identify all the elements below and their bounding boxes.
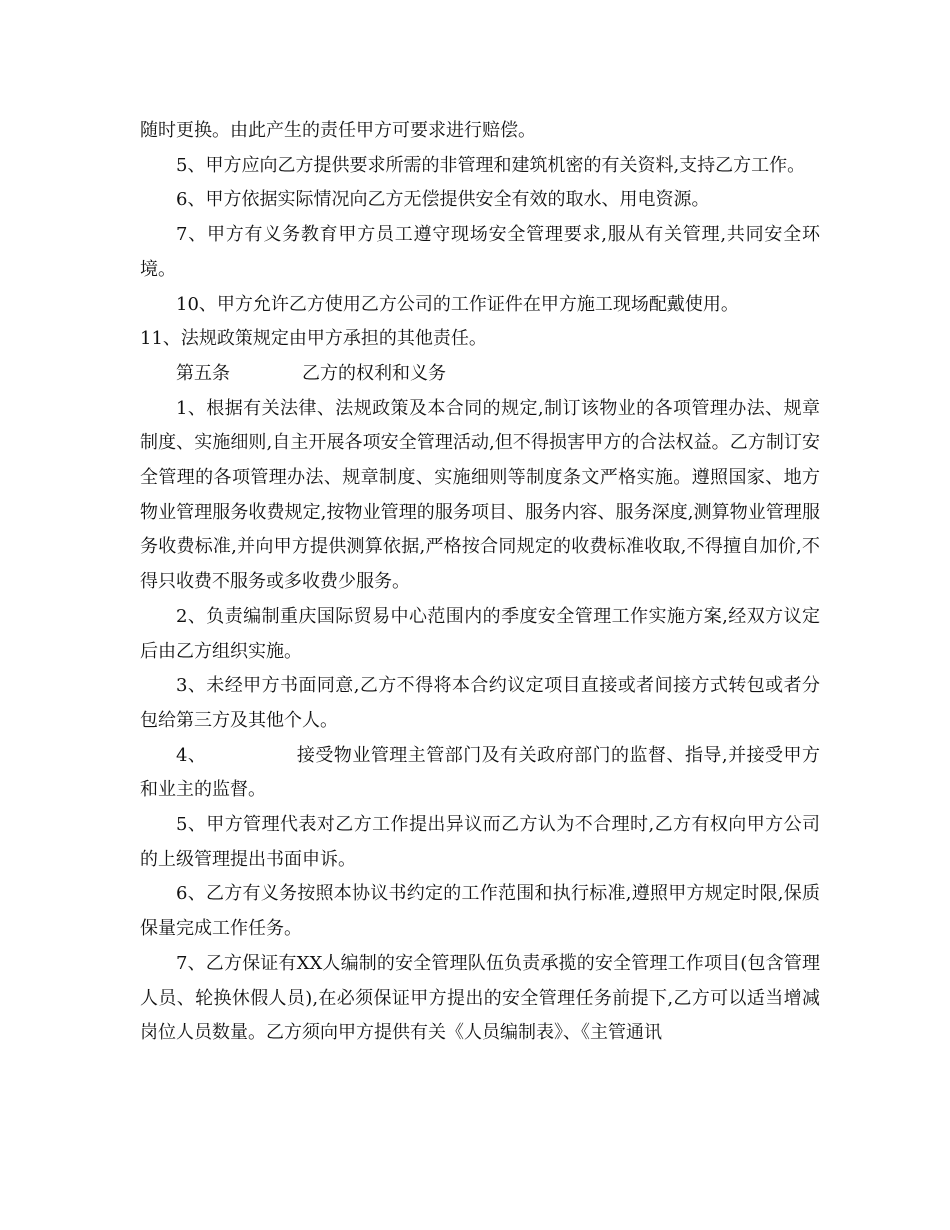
clause-number: 4、 [176,744,207,766]
paragraph-clause-7: 7、甲方有义务教育甲方员工遵守现场安全管理要求,服从有关管理,共同安全环境。 [140,224,820,280]
paragraph-b-clause-7: 7、乙方保证有XX人编制的安全管理队伍负责承揽的安全管理工作项目(包含管理人员、轮换休假人员),在必须保证甲方提出的安全管理任务前提下,乙方可以适当增减岗位人员数量。乙方须向甲方提供有关《人员编制表》、《主管通讯 [140,952,820,1044]
paragraph-b-clause-2: 2、负责编制重庆国际贸易中心范围内的季度安全管理工作实施方案,经双方议定后由乙方组织实施。 [140,605,820,662]
clause-text: 接受物业管理主管部门及有关政府部门的监督、指导,并接受甲方和业主的监督。 [140,744,821,801]
document-body [140,114,820,1051]
article-number: 第五条 [176,362,230,384]
paragraph-b-clause-3: 3、未经甲方书面同意,乙方不得将本合约议定项目直接或者间接方式转包或者分包给第三方及其他个人。 [140,675,820,731]
paragraph-b-clause-4 [140,739,820,808]
section-heading-article-5 [140,357,820,392]
paragraph-b-clause-6: 6、乙方有义务按照本协议书约定的工作范围和执行标准,遵照甲方规定时限,保质保量完成工作任务。 [140,883,820,940]
paragraph-clause-5: 5、甲方应向乙方提供要求所需的非管理和建筑机密的有关资料,支持乙方工作。 [176,154,806,176]
article-title: 乙方的权利和义务 [302,362,446,384]
paragraph-clause-11: 11、法规政策规定由甲方承担的其他责任。 [140,328,487,350]
paragraph-b-clause-1: 1、根据有关法律、法规政策及本合同的规定,制订该物业的各项管理办法、规章制度、实施细则,自主开展各项安全管理活动,但不得损害甲方的合法权益。乙方制订安全管理的各项管理办法、规章制度、实施细则等制度条文严格实施。遵照国家、地方物业管理服务收费规定,按物业管理的服务项目、服务内容、服务深度,测算物业管理服务收费标准,并向甲方提供测算依据,严格按合同规定的收费标准收取,不得擅自加价,不得只收费不服务或多收费少服务。 [140,397,820,593]
paragraph-clause-6: 6、甲方依据实际情况向乙方无偿提供安全有效的取水、用电资源。 [176,189,710,211]
paragraph-b-clause-5: 5、甲方管理代表对乙方工作提出异议而乙方认为不合理时,乙方有权向甲方公司的上级管理提出书面申诉。 [140,814,820,870]
paragraph-continuation: 随时更换。由此产生的责任甲方可要求进行赔偿。 [140,120,536,141]
paragraph-clause-10: 10、甲方允许乙方使用乙方公司的工作证件在甲方施工现场配戴使用。 [176,293,739,315]
